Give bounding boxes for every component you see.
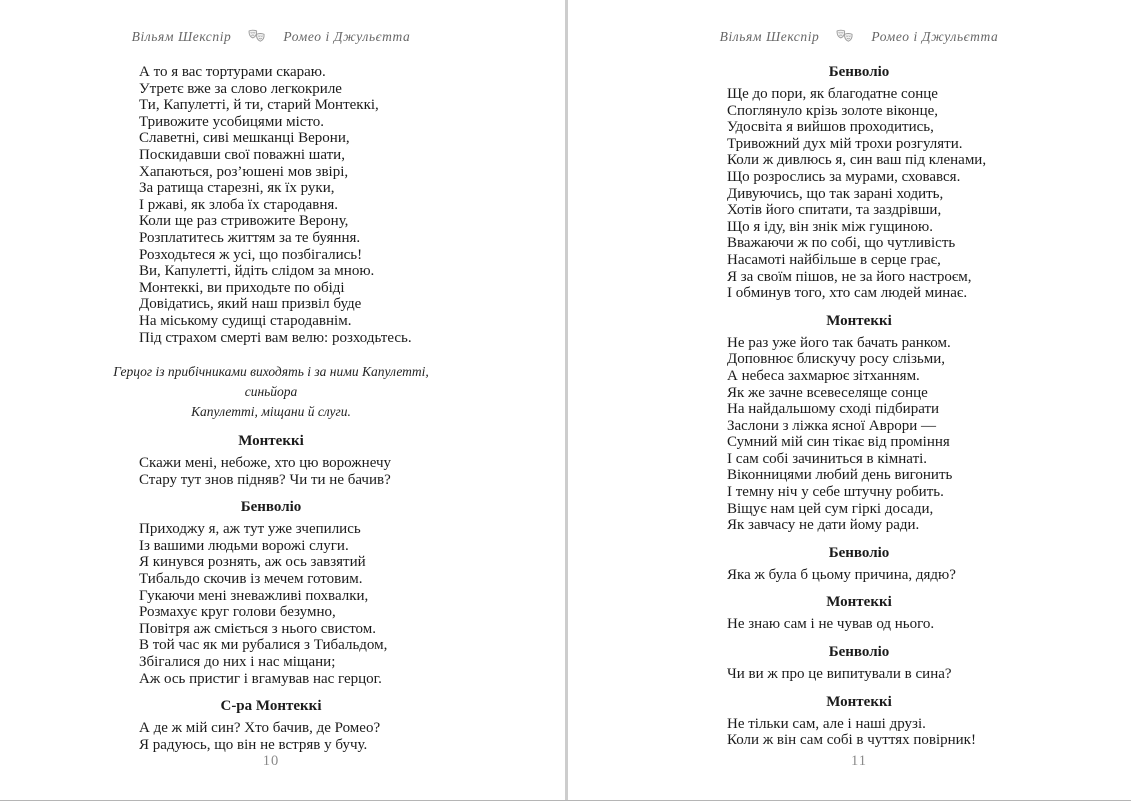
page-number: 11 [851,753,867,769]
poem-block [694,616,1024,633]
text-line: Приходжу я, аж тут уже зчепились [139,521,361,538]
text-line: І ржаві, як злоба їх стародавня. [139,196,338,213]
text-line: Доповнює блискучу росу слізьми, [727,351,945,368]
text-line: На міському судищі стародавнім. [139,312,352,329]
page-number: 10 [262,753,280,769]
speaker-name: Бенволіо [240,499,302,516]
header-author: Вільям Шекспір [719,29,820,44]
text-line: Я кинувся рознять, аж ось завзятий [139,554,366,571]
text-line: Віконницями любий день вигонить [727,467,953,484]
text-line: Що розрослись за мурами, сховався. [727,168,961,185]
text-line: Не знаю сам і не чував од нього. [727,616,935,633]
text-line: Ви, Капулетті, йдіть слідом за мною. [139,263,375,280]
poem-block [694,567,1024,584]
text-line: Вважаючи ж по собі, що чутливість [727,235,956,252]
header-title: Ромео і Джульєтта [283,29,411,44]
header-author: Вільям Шекспір [131,29,232,44]
text-line: А де ж мій син? Хто бачив, де Ромео? [139,720,381,737]
speaker-name: Бенволіо [828,544,890,561]
text-line: Збігалися до них і нас міщани; [139,654,336,671]
speaker-name: Бенволіо [828,64,890,80]
poem-block [694,335,1024,534]
text-line: Монтеккі, ви приходьте по обіді [139,279,345,296]
text-line: В той час як ми рубалися з Тибальдом, [139,637,388,654]
text-line: Як завчасу не дати йому ради. [727,517,920,534]
text-line: На найдальшому сході підбирати [727,401,940,418]
text-line: Сумний мій син тікає від проміння [727,434,950,451]
text-line: Коли ж він сам собі в чуттях повірник! [727,732,976,749]
text-line: Утретє вже за слово легкокриле [139,80,342,97]
text-line: Не тільки сам, але і наші друзі. [727,715,926,732]
book-page-right [565,0,1131,800]
text-line: Розходьтеся ж усі, що позбігались! [139,246,363,263]
text-line: І темну ніч у себе штучну робить. [727,484,944,501]
page-content [106,64,436,753]
text-line: А небеса захмарює зітханням. [727,367,920,384]
text-line: За ратища старезні, як їх руки, [139,180,335,197]
poem-block [106,720,436,753]
text-line: Яка ж була б цьому причина, дядю? [727,566,956,583]
theater-masks-icon [835,29,855,45]
text-line: Стару тут знов підняв? Чи ти не бачив? [139,471,391,488]
text-line: Я радуюсь, що він не встряв у бучу. [139,736,368,753]
text-line: Герцог із прибічниками виходять і за ними Капулетті, синьйора [113,364,429,400]
text-line: Насамоті найбільше в серце грає, [727,251,941,268]
text-line: Довідатись, який наш призвіл буде [139,296,362,313]
text-line: Тривожний дух мій трохи розгуляти. [727,135,963,152]
text-line: Чи ви ж про це випитували в сина? [727,666,952,683]
theater-masks-icon [247,29,267,45]
text-line: Коли ж дивлюсь я, син ваш під кленами, [727,152,987,169]
speaker-name: Монтеккі [826,594,892,611]
text-line: Дивуючись, що так зарані ходить, [727,185,944,202]
poem-block [106,64,436,346]
poem-block [694,716,1024,749]
text-line: Як же зачне всевеселяще сонце [727,384,928,401]
text-line: Славетні, сиві мешканці Верони, [139,130,350,147]
text-line: Споглянуло крізь золоте віконце, [727,102,939,119]
speaker-name: Монтеккі [826,693,892,710]
book-page-left [0,0,565,800]
text-line: Розплатитесь життям за те буяння. [139,229,361,246]
text-line: Під страхом смерті вам велю: розходьтесь. [139,329,412,346]
text-line: Хотів його спитати, та заздрівши, [727,202,942,219]
poem-block [694,666,1024,683]
stage-direction [106,362,436,422]
text-line: Удосвіта я вийшов проходитись, [727,119,934,136]
speaker-name: Монтеккі [826,312,892,329]
text-line: Із вашими людьми ворожі слуги. [139,537,349,554]
speaker-name: Бенволіо [828,644,890,661]
text-line: Я за своїм пішов, не за його настроєм, [727,268,972,285]
text-line: Коли ще раз стривожите Верону, [139,213,349,230]
text-line: Капулетті, міщани й слуги. [191,404,351,420]
text-line: Ти, Капулетті, й ти, старий Монтеккі, [139,97,379,114]
poem-block [106,455,436,488]
text-line: Хапаються, роз’юшені мов звірі, [139,163,349,180]
text-line: Розмахує круг голови безумно, [139,604,336,621]
text-line: І сам собі зачиниться в кімнаті. [727,450,928,467]
text-line: Ще до пори, як благодатне сонце [727,86,938,102]
text-line: Тривожите усобицями місто. [139,113,325,130]
poem-block [694,86,1024,302]
text-line: Не раз уже його так бачать ранком. [727,334,951,351]
running-header [694,0,1024,47]
text-line: Аж ось пристиг і вгамував нас герцог. [139,670,382,687]
text-line: Віщує нам цей сум гіркі досади, [727,500,934,517]
text-line: Заслони з ліжка ясної Аврори — [727,417,936,434]
text-line: А то я вас тортурами скараю. [139,64,326,80]
text-line: Тибальдо скочив із мечем готовим. [139,571,363,588]
speaker-name: Монтеккі [238,433,304,450]
page-content [694,64,1024,749]
text-line: Поскидавши свої поважні шати, [139,146,345,163]
text-line: Гукаючи мені зневажливі похвалки, [139,587,369,604]
header-title: Ромео і Джульєтта [871,29,999,44]
text-line: Скажи мені, небоже, хто цю ворожнечу [139,455,392,472]
speaker-name: С-ра Монтеккі [220,698,322,715]
text-line: Що я іду, він знік між гущиною. [727,218,934,235]
text-line: Повітря аж сміється з нього свистом. [139,620,377,637]
poem-block [106,521,436,687]
running-header [106,0,436,47]
text-line: І обминув того, хто сам людей минає. [727,285,968,302]
